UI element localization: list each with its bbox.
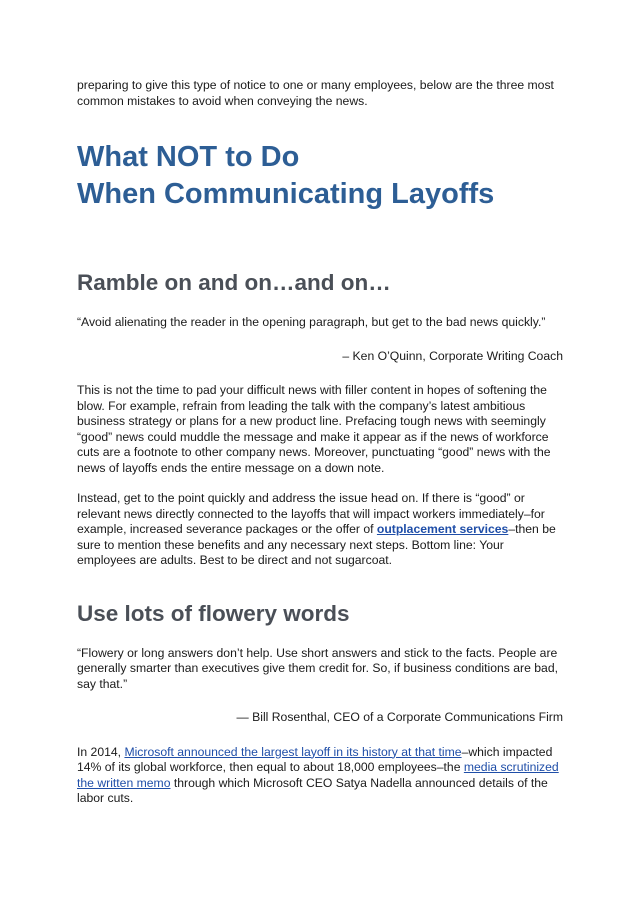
body-paragraph-microsoft (77, 745, 563, 807)
paragraph-text: –which impacted 14% of its global workforce, then equal to about 18,000 employees–the (77, 744, 553, 774)
paragraph-text: through which Microsoft CEO Satya Nadella announced details of the labor cuts. (77, 775, 548, 805)
outplacement-services-link[interactable]: outplacement services (376, 522, 509, 536)
page-title (77, 139, 563, 213)
paragraph-text: In 2014, (77, 744, 125, 759)
intro-paragraph: preparing to give this type of notice to one or many employees, below are the three most common mistakes to avoid when conveying the news. (77, 78, 554, 108)
body-paragraph-get-to-point (77, 491, 563, 569)
section-heading-flowery: Use lots of flowery words (77, 600, 350, 626)
quote-bill-rosenthal: “Flowery or long answers don’t help. Use short answers and stick to the facts. People are generally smarter than executives give them credit for. So, if business conditions are bad, say that.” (77, 645, 558, 691)
microsoft-layoff-link[interactable]: Microsoft announced the largest layoff in its history at that time (124, 744, 462, 759)
paragraph-text: Instead, get to the point quickly and address the issue head on. If there is “good” or relevant news directly connected to the layoffs that will impact workers immediately–for example, increased severance packages or the offer of (77, 491, 545, 536)
paragraph-text: –then be sure to mention these benefits and any necessary next steps. Bottom line: Your employees are adults. Best to be direct and not sugarcoat. (77, 522, 556, 567)
section-heading-ramble: Ramble on and on…and on… (77, 270, 391, 295)
document-page (77, 78, 563, 822)
media-scrutinized-memo-link[interactable]: media scrutinized the written memo (77, 760, 559, 790)
attribution-bill-rosenthal: — Bill Rosenthal, CEO of a Corporate Communications Firm (236, 710, 563, 724)
quote-ken-oquinn: “Avoid alienating the reader in the opening paragraph, but get to the bad news quickly.” (77, 315, 546, 329)
body-paragraph-filler: This is not the time to pad your difficult news with filler content in hopes of softening the blow. For example, refrain from leading the talk with the company’s latest ambitious business strategy or plans for a new product line. Prefacing tough news with seemingly “good” news could muddle the message and make it appear as if the news of workforce cuts are a footnote to other company news. Moreover, punctuating “good” news with the news of layoffs ends the entire message on a down note. (77, 383, 551, 475)
page-title-line-1: What NOT to Do (77, 141, 300, 173)
attribution-ken-oquinn: – Ken O’Quinn, Corporate Writing Coach (342, 348, 563, 363)
page-title-line-2: When Communicating Layoffs (77, 178, 495, 210)
